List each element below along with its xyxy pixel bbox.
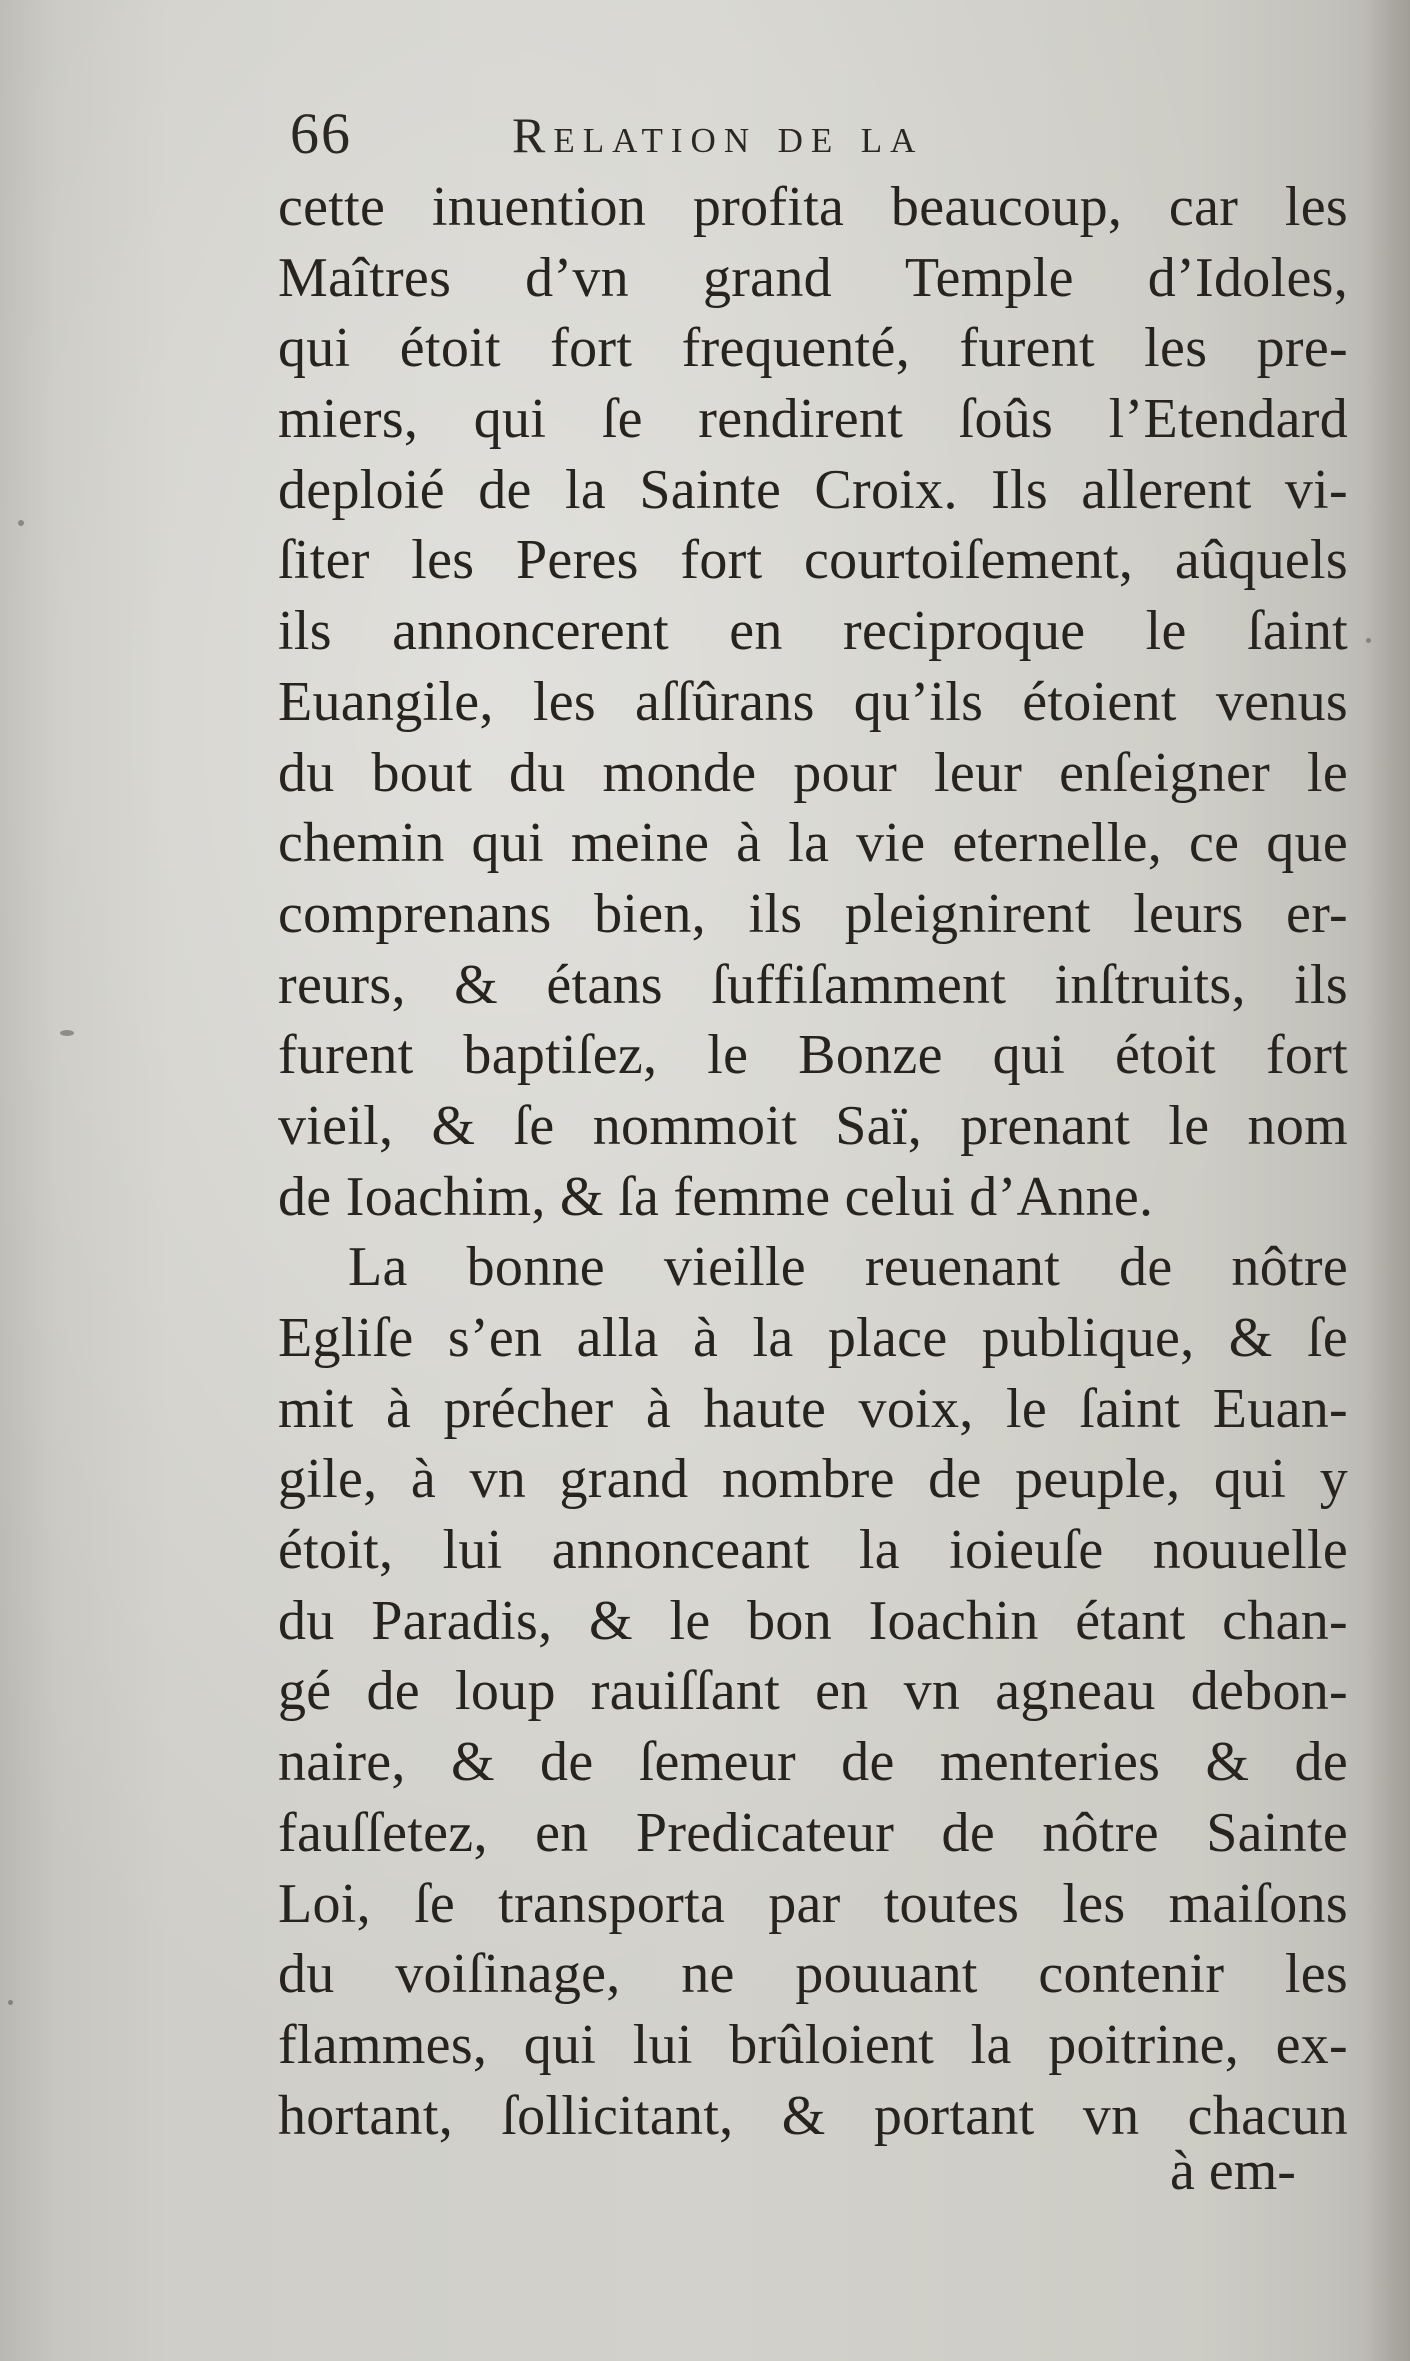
text-line: du bout du monde pour leur enſeigner le [278,741,1348,804]
page-number: 66 [290,101,352,166]
text-line: ſiter les Peres fort courtoiſement, aûquels [278,529,1348,592]
text-line: flammes, qui lui brûloient la poitrine, ex- [278,2013,1348,2076]
paper-speck [1366,638,1371,643]
text-line: miers, qui ſe rendirent ſoûs l’Etendard [278,388,1348,451]
text-line: cette inuention profita beaucoup, car les [278,176,1348,238]
text-line: Maîtres d’vn grand Temple d’Idoles, [278,246,1348,309]
paragraph-end-line: de Ioachim, & ſa femme celui d’Anne. [278,1165,1154,1228]
paragraph-start-line: La bonne vieille reuenant de nôtre [348,1236,1348,1299]
text-line: Egliſe s’en alla à la place publique, & ſe [278,1307,1348,1369]
text-line: mit à précher à haute voix, le ſaint Euan- [278,1377,1348,1440]
page-header [290,100,1190,170]
text-line: deploié de la Sainte Croix. Ils allerent vi- [278,458,1348,521]
catchword: à em- [1170,2140,1296,2202]
text-line: comprenans bien, ils pleignirent leurs er- [278,882,1348,945]
text-line: reurs, & étans ſuffiſamment inſtruits, ils [278,953,1348,1016]
text-line: gile, à vn grand nombre de peuple, qui y [278,1448,1348,1511]
text-line: Loi, ſe transporta par toutes les maiſons [278,1872,1348,1935]
text-line: vieil, & ſe nommoit Saï, prenant le nom [278,1094,1348,1157]
text-line: du voiſinage, ne pouuant contenir les [278,1943,1348,2006]
paper-speck [60,1030,74,1036]
text-line: naire, & de ſemeur de menteries & de [278,1731,1348,1794]
text-line: ils annoncerent en reciproque le ſaint [278,600,1348,663]
gutter-shadow [1362,0,1410,2361]
running-head: Relation de la [512,107,924,163]
text-line: du Paradis, & le bon Ioachin étant chan- [278,1589,1348,1652]
text-line: gé de loup rauiſſant en vn agneau debon- [278,1660,1348,1723]
text-line: furent baptiſez, le Bonze qui étoit fort [278,1024,1348,1087]
body-text [278,172,1348,2151]
text-line: chemin qui meine à la vie eternelle, ce que [278,812,1348,875]
text-line: hortant, ſollicitant, & portant vn chacun [278,2084,1348,2147]
text-line: qui étoit fort frequenté, furent les pre- [278,317,1348,380]
text-line: fauſſetez, en Predicateur de nôtre Sainte [278,1801,1348,1864]
text-line: Euangile, les aſſûrans qu’ils étoient venus [278,670,1348,733]
text-line: étoit, lui annonceant la ioieuſe nouuelle [278,1519,1348,1582]
paper-speck [8,2000,13,2005]
paper-speck [18,520,24,526]
